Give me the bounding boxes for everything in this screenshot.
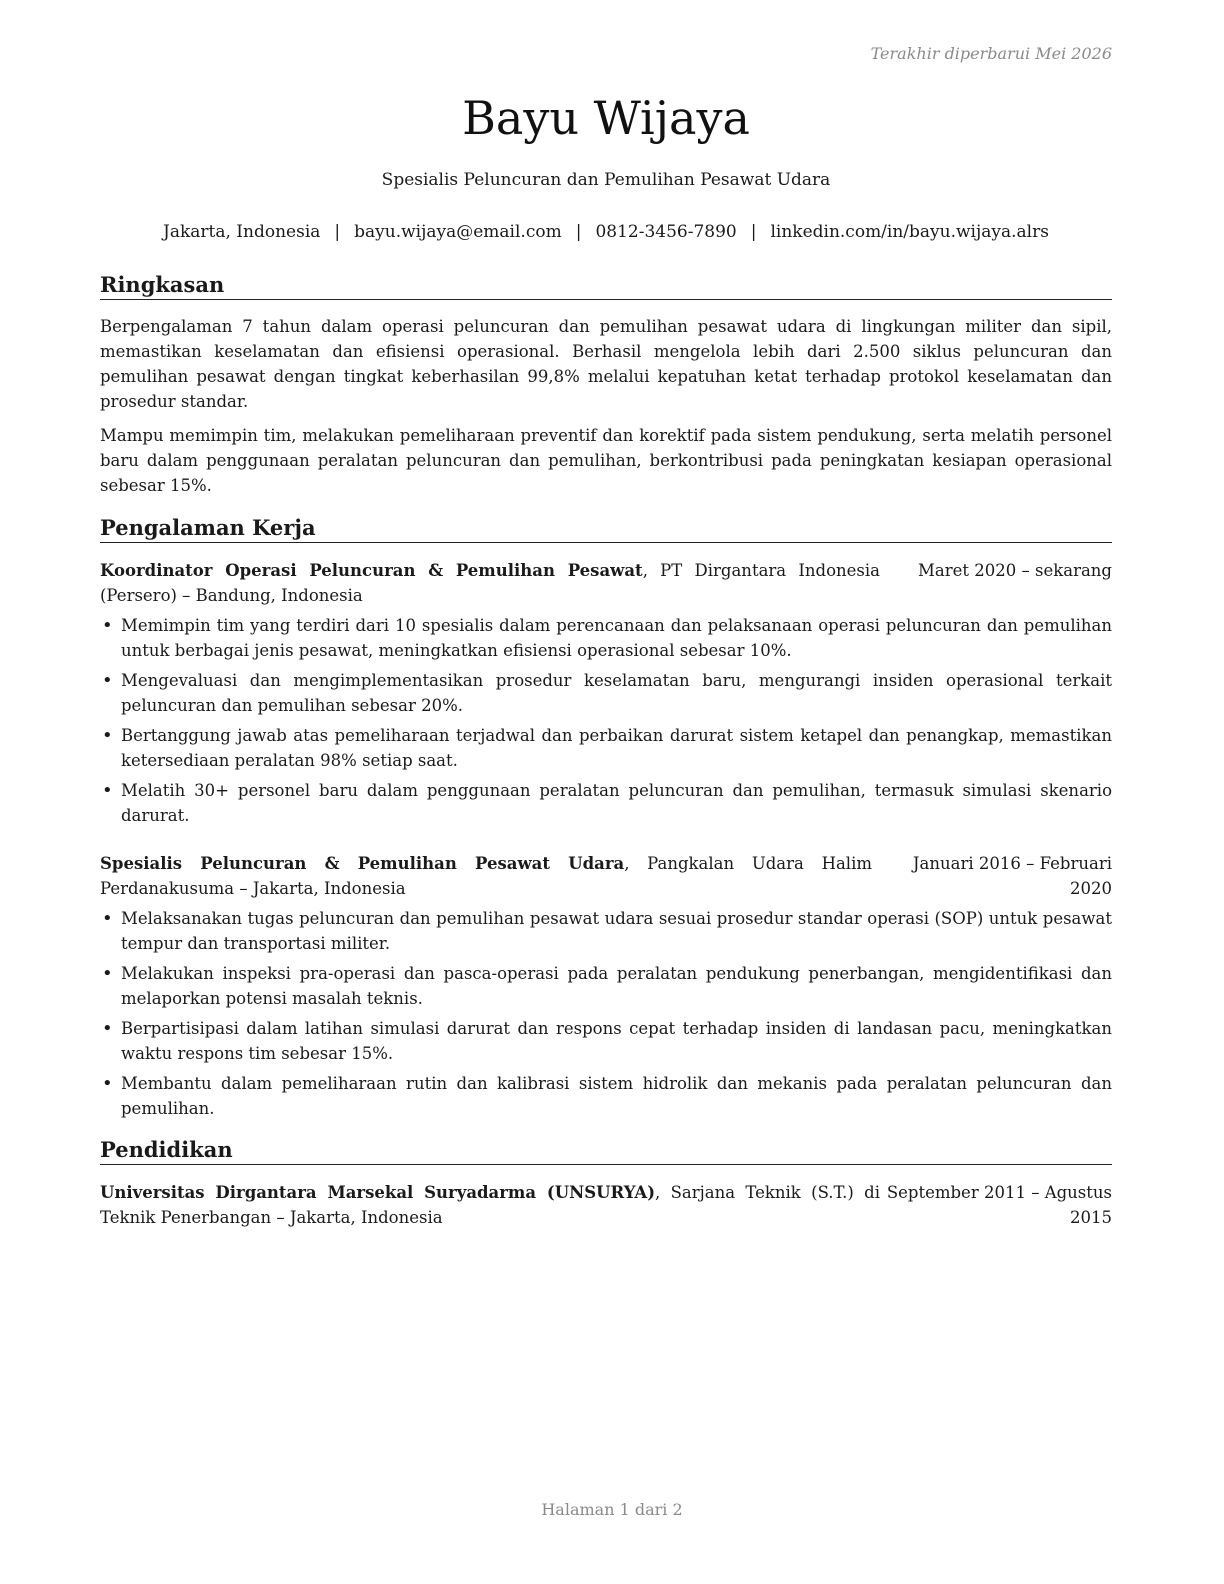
job-header	[100, 558, 1112, 608]
section-heading-summary: Ringkasan	[100, 271, 1112, 300]
list-item: • Membantu dalam pemeliharaan rutin dan kalibrasi sistem hidrolik dan mekanis pada peralatan peluncuran dan pemulihan.	[100, 1071, 1112, 1121]
contact-location: Jakarta, Indonesia	[163, 222, 321, 242]
summary-paragraph: Mampu memimpin tim, melakukan pemeliharaan preventif dan korektif pada sistem pendukung, serta melatih personel baru dalam penggunaan peralatan peluncuran dan pemulihan, berkontribusi pada peningkatan kesiapan operasional sebesar 15%.	[100, 426, 1112, 495]
candidate-headline: Spesialis Peluncuran dan Pemulihan Pesawat Udara	[381, 170, 831, 190]
job-bullets	[100, 613, 1112, 833]
education-school: Universitas Dirgantara Marsekal Suryadarma (UNSURYA)	[100, 1183, 656, 1202]
job-dates: Januari 2016 – Februari 2020	[912, 854, 1112, 898]
job-org: , PT Dirgantara Indonesia (Persero) – Bandung, Indonesia	[100, 561, 880, 605]
contact-separator: |	[750, 222, 757, 242]
list-item: • Melatih 30+ personel baru dalam penggunaan peralatan peluncuran dan pemulihan, termasuk simulasi skenario darurat.	[100, 778, 1112, 828]
section-heading-education: Pendidikan	[100, 1136, 1112, 1165]
job-dates: Maret 2020 – sekarang	[918, 561, 1112, 580]
list-item: • Memimpin tim yang terdiri dari 10 spesialis dalam perencanaan dan pelaksanaan operasi peluncuran dan pemulihan untuk berbagai jenis pesawat, meningkatkan efisiensi operasional sebesar 10%.	[100, 613, 1112, 663]
contact-separator: |	[575, 222, 582, 242]
education-title	[100, 1180, 880, 1230]
job-org: , Pangkalan Udara Halim Perdanakusuma – Jakarta, Indonesia	[100, 854, 872, 898]
job-header	[100, 851, 1112, 901]
education-degree: , Sarjana Teknik (S.T.) di Teknik Penerbangan – Jakarta, Indonesia	[100, 1183, 880, 1227]
list-item: • Melakukan inspeksi pra-operasi dan pasca-operasi pada peralatan pendukung penerbangan, mengidentifikasi dan melaporkan potensi masalah teknis.	[100, 961, 1112, 1011]
job-bullets	[100, 906, 1112, 1126]
contact-email[interactable]: bayu.wijaya@email.com	[354, 222, 562, 242]
contact-linkedin[interactable]: linkedin.com/in/bayu.wijaya.alrs	[770, 222, 1049, 242]
list-item: • Bertanggung jawab atas pemeliharaan terjadwal dan perbaikan darurat sistem ketapel dan penangkap, memastikan ketersediaan peralatan 98% setiap saat.	[100, 723, 1112, 773]
list-item: • Melaksanakan tugas peluncuran dan pemulihan pesawat udara sesuai prosedur standar operasi (SOP) untuk pesawat tempur dan transportasi militer.	[100, 906, 1112, 956]
job-role: Spesialis Peluncuran & Pemulihan Pesawat Udara	[100, 854, 625, 873]
contact-phone: 0812-3456-7890	[595, 222, 737, 242]
candidate-name: Bayu Wijaya	[462, 91, 750, 145]
job-title	[100, 851, 872, 901]
section-heading-experience: Pengalaman Kerja	[100, 514, 1112, 543]
list-item: • Berpartisipasi dalam latihan simulasi darurat dan respons cepat terhadap insiden di landasan pacu, meningkatkan waktu respons tim sebesar 15%.	[100, 1016, 1112, 1066]
summary-paragraph: Berpengalaman 7 tahun dalam operasi peluncuran dan pemulihan pesawat udara di lingkungan militer dan sipil, memastikan keselamatan dan efisiensi operasional. Berhasil mengelola lebih dari 2.500 siklus peluncuran dan pemulihan pesawat dengan tingkat keberhasilan 99,8% melalui kepatuhan ketat terhadap protokol keselamatan dan prosedur standar.	[100, 317, 1112, 411]
job-title	[100, 558, 880, 608]
last-updated: Terakhir diperbarui Mei 2026	[870, 44, 1112, 63]
education-dates: September 2011 – Agustus 2015	[886, 1183, 1112, 1227]
list-item: • Mengevaluasi dan mengimplementasikan prosedur keselamatan baru, mengurangi insiden operasional terkait peluncuran dan pemulihan sebesar 20%.	[100, 668, 1112, 718]
contact-separator: |	[334, 222, 341, 242]
education-entry	[100, 1180, 1112, 1230]
contact-line	[100, 220, 1112, 244]
job-role: Koordinator Operasi Peluncuran & Pemulihan Pesawat	[100, 561, 643, 580]
page-number: Halaman 1 dari 2	[541, 1500, 683, 1519]
